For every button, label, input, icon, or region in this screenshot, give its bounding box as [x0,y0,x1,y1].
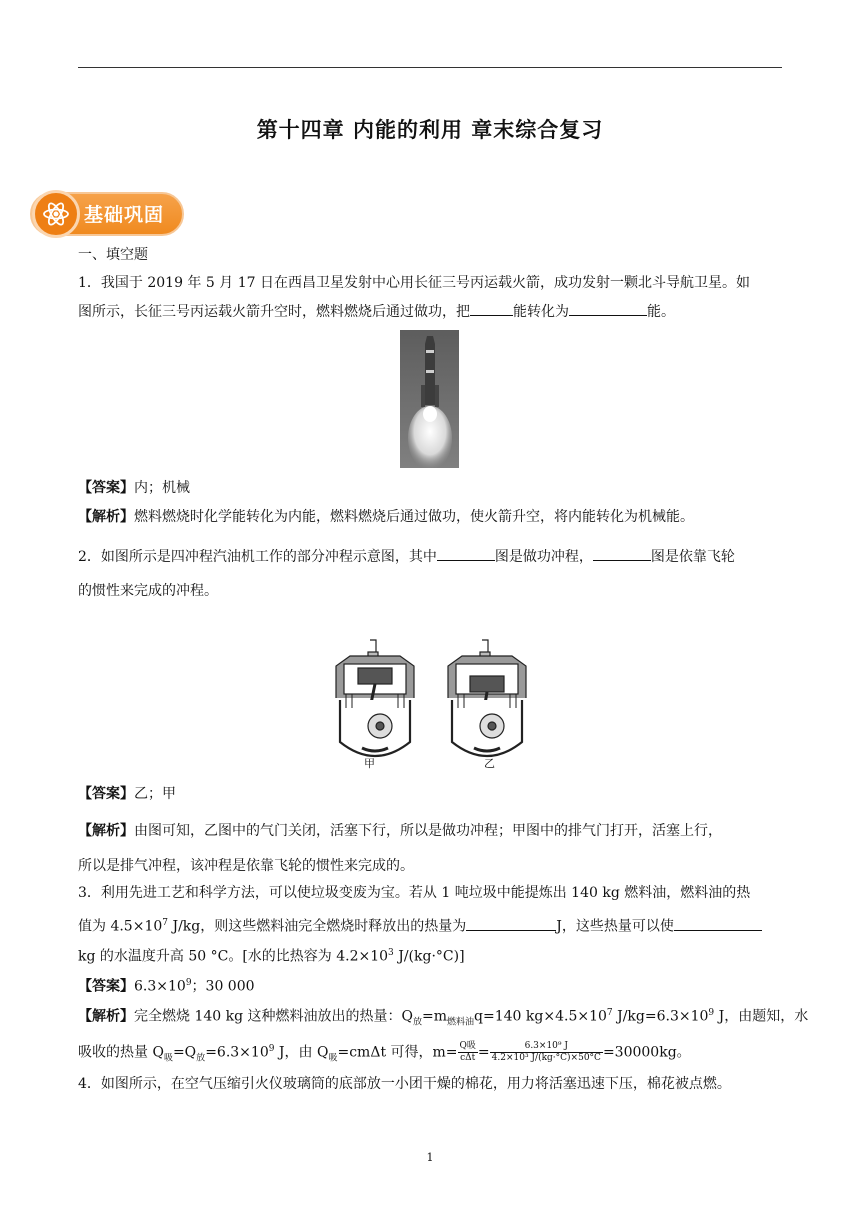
page-title: 第十四章 内能的利用 章末综合复习 [256,118,604,142]
q1-text-b: 能转化为 [513,304,569,320]
an1-a: 完全燃烧 140 kg 这种燃料油放出的热量：Q [134,1008,413,1025]
q3-text-d: kg 的水温度升高 50 °C。[水的比热容为 4.2×10 [78,948,389,965]
an1-sup1: 7 [606,1008,613,1018]
q3-line2 [78,910,782,940]
q1-line1: 1．我国于 2019 年 5 月 17 日在西昌卫星发射中心用长征三号丙运载火箭，成功发射一颗北斗导航卫星。如 [78,275,750,291]
q1-answer [78,475,782,501]
q3-exp-b: 3 [388,948,394,958]
fraction-symbolic [458,1041,478,1064]
an2-sub2: 放 [196,1053,206,1064]
q3-line1: 3．利用先进工艺和科学方法，可以使垃圾变废为宝。若从 1 吨垃圾中能提炼出 140 kg 燃料油，燃料油的热 [78,885,751,901]
q1-blank-2[interactable] [569,299,647,316]
answer-text-a: 6.3×10 [134,978,186,995]
analysis-text: 由图可知，乙图中的气门关闭，活塞下行，所以是做功冲程；甲图中的排气门打开，活塞上行， [134,823,722,839]
analysis-text: 燃料燃烧时化学能转化为内能，燃料燃烧后通过做功，使火箭升空，将内能转化为机械能。 [134,509,694,525]
analysis-tag: 【解析】 [78,509,134,525]
an1-d: J/kg=6.3×10 [612,1008,709,1025]
q3-exp-a: 7 [162,918,168,928]
answer-tag: 【答案】 [78,480,134,496]
an1-sub1: 放 [413,1017,423,1028]
frac1-den: cΔt [460,1053,476,1064]
q3-analysis-line2 [78,1036,782,1071]
q3-line3 [78,940,782,970]
an1-sub2: 燃料油 [447,1017,475,1028]
an2-sub1: 吸 [163,1053,173,1064]
fig-label-left: 甲 [364,757,375,770]
frac2-den: 4.2×10³ J/(kg·°C)×50°C [491,1053,601,1064]
frac2-num: 6.3×10⁹ J [490,1041,603,1053]
answer-text: 内；机械 [134,480,190,496]
q2-line2: 的惯性来完成的冲程。 [78,583,218,599]
q2-blank-2[interactable] [593,544,651,561]
q3-text-b: J/kg，则这些燃料油完全燃烧时释放出的热量为 [168,918,467,935]
q2-text-b: 图是做功冲程， [494,549,593,565]
an2-sub3: 吸 [328,1053,338,1064]
atom-icon [32,190,80,238]
q2-answer [78,781,782,807]
answer-exp: 9 [185,978,192,988]
fraction-numeric [490,1041,603,1064]
q1-text-c: 能。 [647,304,675,320]
an1-e: J，由题知，水 [714,1008,809,1025]
header-rule [78,67,782,68]
q2-text-c: 图是依靠飞轮 [650,549,735,565]
q3-answer [78,970,782,1000]
page-number: 1 [426,1151,434,1164]
q2-analysis-line2: 所以是排气冲程，该冲程是依靠飞轮的惯性来完成的。 [78,858,414,874]
q3-text-a: 值为 4.5×10 [78,918,163,935]
an2-b: =Q [172,1044,197,1061]
q3-blank-2[interactable] [674,914,762,931]
engine-stroke-diagram [330,638,530,770]
q2-analysis-line1 [78,818,782,844]
an2-sup: 9 [268,1044,275,1054]
an2-e: =cmΔt 可得，m= [337,1044,458,1061]
q3-text-c: J，这些热量可以使 [556,918,674,935]
an1-c: q=140 kg×4.5×10 [474,1008,607,1025]
section-heading: 一、填空题 [78,247,148,263]
an1-sup2: 9 [708,1008,715,1018]
badge-label: 基础巩固 [84,204,165,226]
q1-text-a: 图所示，长征三号丙运载火箭升空时，燃料燃烧后通过做功，把 [78,304,470,320]
answer-text: 乙；甲 [134,786,176,802]
an1-b: =m [422,1008,448,1025]
q2-text-a: 2．如图所示是四冲程汽油机工作的部分冲程示意图，其中 [78,549,437,565]
answer-tag: 【答案】 [78,978,134,995]
an2-d: J，由 Q [274,1044,329,1061]
q4-line1: 4．如图所示，在空气压缩引火仪玻璃筒的底部放一小团干燥的棉花，用力将活塞迅速下压，棉花被点燃。 [78,1076,731,1092]
fig-label-right: 乙 [484,757,495,770]
q3-text-e: J/(kg·°C)] [393,948,465,965]
an2-a: 吸收的热量 Q [78,1044,164,1061]
q2-blank-1[interactable] [437,544,495,561]
q1-analysis [78,504,782,530]
analysis-tag: 【解析】 [78,1008,134,1025]
section-badge [30,190,186,238]
frac1-num: Q吸 [459,1041,476,1052]
answer-tag: 【答案】 [78,786,134,802]
an2-c: =6.3×10 [205,1044,269,1061]
equals-sign: = [477,1044,490,1061]
rocket-launch-image [400,330,459,468]
q3-blank-1[interactable] [466,914,556,931]
q1-line2 [78,299,782,325]
q3-analysis-line1 [78,1000,809,1035]
answer-text-b: ；30 000 [191,978,255,995]
an2-f: =30000kg。 [602,1044,691,1061]
q1-blank-1[interactable] [470,299,513,316]
q2-line1 [78,544,782,570]
analysis-tag: 【解析】 [78,823,134,839]
